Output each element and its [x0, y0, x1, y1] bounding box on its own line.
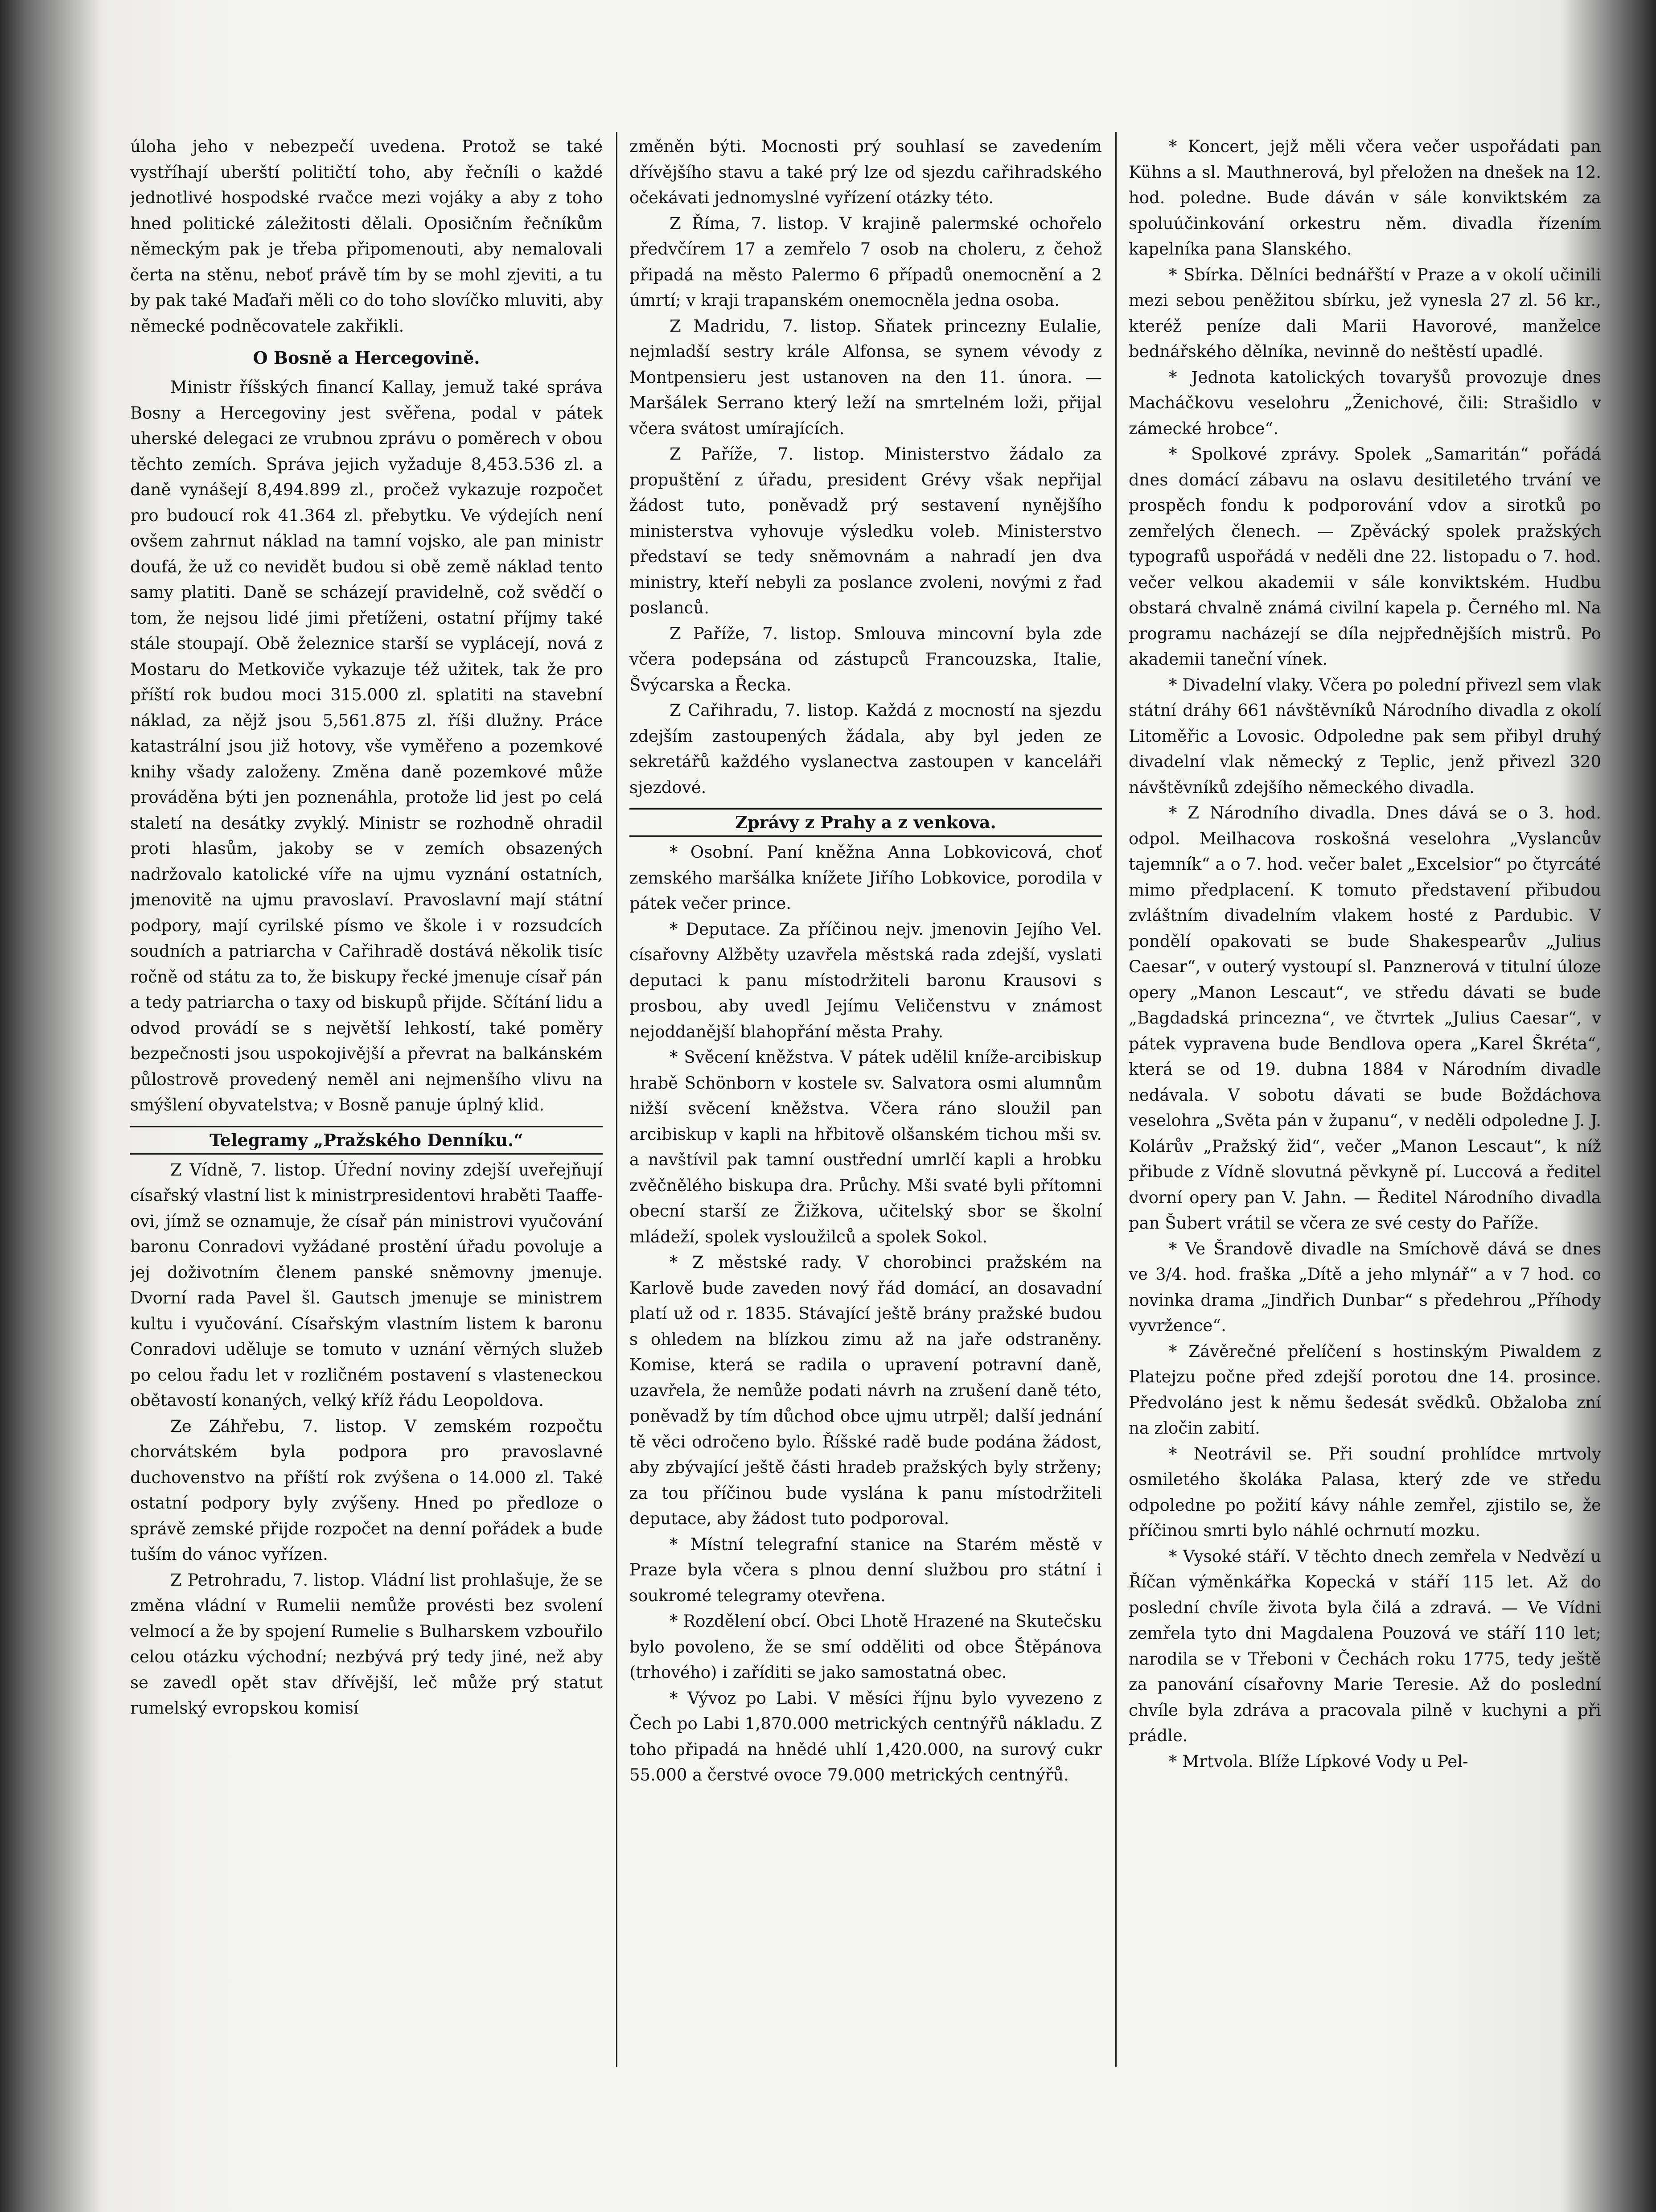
- column-rule-2: [1115, 132, 1117, 2067]
- col3-paragraph-2: * Sbírka. Dělníci bednářští v Praze a v okolí učinili mezi sebou peněžitou sbírku, jež vynesla 27 zl. 56 kr., kteréž peníze dali Marii Havorové, manželce bednářského dělníka, nevinně do neštěstí upadlé.: [1129, 265, 1601, 361]
- column-3: [1129, 134, 1601, 2077]
- col1-paragraph-1: úloha jeho v nebezpečí uvedena. Protož se také vystříhají uberští političtí toho, aby řečníli o každé jednotlivé hospodské rvačce mezi vojáky a aby z toho hned politické záležitosti dělali. Oposičním řečníkům německým pak je třeba připomenouti, aby nemalovali čerta na stěnu, neboť právě tím by se mohl zjeviti, a tu by pak také Maďaři měli co do toho slovíčko mluviti, aby německé podněcovatele zakřikli.: [130, 137, 603, 336]
- col2-paragraph-4: Z Paříže, 7. listop. Ministerstvo žádalo za propuštění z úřadu, president Grévy však nepřijal žádost tuto, poněvadž prý sestavení nynějšího ministerstva vyhovuje výsledku voleb. Ministerstvo představí se tedy sněmovnám a nahradí jen dva ministry, kteří nebyli za poslance zvoleni, novými z řad poslanců.: [629, 444, 1102, 617]
- col2-paragraph-2: Z Říma, 7. listop. V krajině palermské ochořelo předvčírem 17 a zemřelo 7 osob na choleru, z čehož připadá na město Palermo 6 případů onemocnění a 2 úmrtí; v kraji trapanském onemocněla jedna osoba.: [629, 214, 1102, 310]
- col3-paragraph-7: * Ve Šrandově divadle na Smíchově dává se dnes ve 3/4. hod. fraška „Dítě a jeho mlynář“ a v 7 hod. co novinka drama „Jindřich Dunbar“ s předehrou „Příhody vyvržence“.: [1129, 1239, 1601, 1335]
- column-2: [629, 134, 1102, 2077]
- section-heading-telegramy: Telegramy „Pražského Denníku.“: [130, 1126, 603, 1155]
- col3-paragraph-3: * Jednota katolických tovaryšů provozuje dnes Macháčkovu veselohru „Ženichové, čili: Strašidlo v zámecké hrobce“.: [1129, 367, 1601, 438]
- column-rule-1: [616, 132, 617, 2067]
- col2-paragraph-7: * Osobní. Paní kněžna Anna Lobkovicová, choť zemského maršálka knížete Jiřího Lobkovice, porodila v pátek večer prince.: [629, 843, 1102, 913]
- col3-paragraph-1: * Koncert, jejž měli včera večer uspořádati pan Kühns a sl. Mauthnerová, byl přeložen na dnešek na 12. hod. poledne. Bude dáván v sále konviktském za spoluúčinkování orkestru něm. divadla řízením kapelníka pana Slanského.: [1129, 137, 1601, 259]
- col3-paragraph-10: * Vysoké stáří. V těchto dnech zemřela v Nedvězí u Říčan výměnkářka Kopecká v stáří 115 let. Až do poslední chvíle života byla čilá a zdravá. — Ve Vídni zemřela tyto dni Magdalena Pouzová ve stáří 110 let; narodila se v Třeboni v Čechách roku 1775, tedy ještě za panování císařovny Marie Teresie. Až do poslední chvíle byla zdráva a pracovala pilně v kuchyni a při prádle.: [1129, 1546, 1601, 1745]
- col2-paragraph-13: * Vývoz po Labi. V měsíci říjnu bylo vyvezeno z Čech po Labi 1,870.000 metrických centnýřů nákladu. Z toho připadá na hnědé uhlí 1,420.000, na surový cukr 55.000 a čerstvé ovoce 79.000 metrických centnýřů.: [629, 1688, 1102, 1784]
- col2-paragraph-9: * Svěcení kněžstva. V pátek udělil kníže-arcibiskup hrabě Schönborn v kostele sv. Salvatora osmi alumnům nižší svěcení kněžstva. Včera ráno sloužil pan arcibiskup v kapli na hřbitově olšanském tichou mši sv. a navštívil pak tamní oustřední umrlčí kapli a hrobku zvěčnělého biskupa dra. Průchy. Mši svaté byli přítomni obecní starší ze Žižkova, učitelský sbor se školní mládeží, spolek vysloužilců a spolek Sokol.: [629, 1048, 1102, 1246]
- col3-paragraph-8: * Závěrečné přelíčení s hostinským Piwaldem z Platejzu počne před zdejší porotou dne 14. prosince. Předvoláno jest k němu šedesát svědků. Obžaloba zní na zločin zabití.: [1129, 1341, 1601, 1438]
- col2-paragraph-11: * Místní telegrafní stanice na Starém městě v Praze byla včera s plnou denní službou pro státní i soukromé telegramy otevřena.: [629, 1534, 1102, 1605]
- col3-paragraph-4: * Spolkové zprávy. Spolek „Samaritán“ pořádá dnes domácí zábavu na oslavu desitiletého trvání ve prospěch fondu k podporování vdov a sirotků po zemřelých členech. — Zpěvácký spolek pražských typografů uspořádá v neděli dne 22. listopadu o 7. hod. večer velkou akademii v sále konviktském. Hudbu obstará chvalně známá civilní kapela p. Černého ml. Na programu nacházejí se díla nejpřednějších mistrů. Po akademii taneční vínek.: [1129, 444, 1601, 669]
- section-heading-bosna: O Bosně a Hercegovině.: [253, 348, 480, 368]
- col1-paragraph-5: Z Petrohradu, 7. listop. Vládní list prohlašuje, že se změna vládní v Rumelii nemůže provésti bez svolení velmocí a že by spojení Rumelie s Bulharskem vzbouřilo celou otázku východní; nezbývá prý tedy jiné, než aby se zavedl opět stav dřívější, leč může prý statut rumelský evropskou komisí: [130, 1570, 603, 1718]
- column-1: [130, 134, 603, 2077]
- col1-paragraph-2: Ministr říšských financí Kallay, jemuž také správa Bosny a Hercegoviny jest svěřena, podal v pátek uherské delegaci ze vrubnou zprávu o poměrech v obou těchto zemích. Správa jejich vyžaduje 8,453.536 zl. a daně vynášejí 8,494.899 zl., pročež vykazuje rozpočet pro budoucí rok 41.364 zl. přebytku. Ve výdejích není ovšem zahrnut náklad na tamní vojsko, ale pan ministr doufá, že už co nevidět budou si obě země náklad tento samy platiti. Daně se scházejí pravidelně, což svědčí o tom, že nejsou lidé jimi přetíženi, ostatní příjmy také stále stoupají. Obě železnice starší se vyplácejí, nová z Mostaru do Metkoviče vykazuje též užitek, tak že pro příští rok budou moci 315.000 zl. splatiti na stavební náklad, za nějž jsou 5,561.875 zl. říši dlužny. Práce katastrální jsou již hotovy, vše vyměřeno a pozemkové knihy všady založeny. Změna daně pozemkové může prováděna býti jen poznenáhla, protože lid jest po celá staletí na desátky zvyklý. Ministr se rozhodně ohradil proti hlasům, jakoby se v zemích obsazených nadržovalo katolické víře na ujmu vyznání ostatních, jmenovitě na ujmu pravoslaví. Pravoslavní mají státní podpory, mají cyrilské písmo ve škole i v rozsudcích soudních a patriarcha v Cařihradě dostává několik tisíc ročně od státu za to, že biskupy řecké jmenuje císař pán a tedy patriarcha o taxy od biskupů přijde. Sčítání lidu a odvod provádí se s největší lehkostí, také poměry bezpečnosti jsou uspokojivější a převrat na balkánském půlostrově provedený neměl ani nejmenšího vlivu na smýšlení obyvatelstva; v Bosně panuje úplný klid.: [130, 378, 603, 1114]
- section-heading-zpravy: Zprávy z Prahy a z venkova.: [629, 808, 1102, 837]
- col3-paragraph-5: * Divadelní vlaky. Včera po polední přivezl sem vlak státní dráhy 661 návštěvníků Národního divadla z okolí Litoměřic a Lovosic. Odpoledne pak sem přibyl druhý divadelní vlak německý z Teplic, jenž přivezl 320 návštěvníků zdejšího německého divadla.: [1129, 675, 1601, 797]
- col2-paragraph-5: Z Paříže, 7. listop. Smlouva mincovní byla zde včera podepsána od zástupců Francouzska, Italie, Švýcarska a Řecka.: [629, 624, 1102, 695]
- col3-paragraph-6: * Z Národního divadla. Dnes dává se o 3. hod. odpol. Meilhacova roskošná veselohra „Vyslancův tajemník“ a o 7. hod. večer balet „Excelsior“ po čtyrcáté mimo předplacení. K tomuto představení přibudou zvláštním divadelním vlakem hosté z Pardubic. V pondělí opakovati se bude Shakespearův „Julius Caesar“, v outerý vystoupí sl. Panznerová v titulní úloze opery „Manon Lescaut“, ve středu dávati se bude „Bagdadská princezna“, ve čtvrtek „Julius Caesar“, v pátek vypravena bude Bendlova opera „Karel Škréta“, která se od 19. dubna 1884 v Národním divadle nedávala. V sobotu dávati se bude Boždáchova veselohra „Světa pán v županu“, v neděli odpoledne J. J. Kolárův „Pražský žid“, večer „Manon Lescaut“, k níž přibude z Vídně slovutná pěvkyně pí. Luccová a ředitel dvorní opery pan V. Jahn. — Ředitel Národního divadla pan Šubert vrátil se včera ze své cesty do Paříže.: [1129, 803, 1601, 1233]
- col2-paragraph-1: změněn býti. Mocnosti prý souhlasí se zavedením dřívějšího stavu a také prý lze od sjezdu cařihradského očekávati jednomyslné vyřízení otázky této.: [629, 137, 1102, 207]
- col1-paragraph-3: Z Vídně, 7. listop. Úřední noviny zdejší uveřejňují císařský vlastní list k ministrpresidentovi hraběti Taaffe-ovi, jímž se oznamuje, že císař pán ministrovi vyučování baronu Conradovi vyžádané prostění úřadu povoluje a jej doživotním členem panské sněmovny jmenuje. Dvorní rada Pavel šl. Gautsch jmenuje se ministrem kultu i vyučování. Císařským vlastním listem k baronu Conradovi uděluje se tomuto v uznání věrných služeb po celou řadu let v rozličném postavení s vlasteneckou obětavostí konaných, velký kříž řádu Leopoldova.: [130, 1160, 603, 1410]
- col3-paragraph-11: * Mrtvola. Blíže Lípkové Vody u Pel-: [1169, 1752, 1468, 1771]
- col1-paragraph-4: Ze Záhřebu, 7. listop. V zemském rozpočtu chorvátském byla podpora pro pravoslavné duchovenstvo na příští rok zvýšena o 14.000 zl. Také ostatní podpory byly zvýšeny. Hned po předloze o správě zemské přijde rozpočet na denní pořádek a bude tuším do vánoc vyřízen.: [130, 1416, 603, 1564]
- col3-paragraph-9: * Neotrávil se. Při soudní prohlídce mrtvoly osmiletého školáka Palasa, který zde ve středu odpoledne po požití kávy náhle zemřel, zjistilo se, že příčinou smrti bylo náhlé ochrnutí mozku.: [1129, 1444, 1601, 1540]
- col2-paragraph-8: * Deputace. Za příčinou nejv. jmenovin Jejího Vel. císařovny Alžběty uzavřela městská rada zdejší, vyslati deputaci k panu místodržiteli baronu Krausovi s prosbou, aby uvedl Jejímu Veličenstvu v známost nejoddanější blahopřání města Prahy.: [629, 919, 1102, 1041]
- col2-paragraph-6: Z Cařihradu, 7. listop. Každá z mocností na sjezdu zdejším zastoupených žádala, aby byl jeden ze sekretářů každého vyslanectva zastoupen v kanceláři sjezdové.: [629, 701, 1102, 797]
- col2-paragraph-12: * Rozdělení obcí. Obci Lhotě Hrazené na Skutečsku bylo povoleno, že se smí odděliti od obce Štěpánova (trhového) i zaříditi se jako samostatná obec.: [629, 1612, 1102, 1682]
- col2-paragraph-3: Z Madridu, 7. listop. Sňatek princezny Eulalie, nejmladší sestry krále Alfonsa, se synem vévody z Montpensieru jest ustanoven na den 11. února. — Maršálek Serrano který leží na smrtelném loži, přijal včera svátost umírajících.: [629, 316, 1102, 438]
- col2-paragraph-10: * Z městské rady. V chorobinci pražském na Karlově bude zaveden nový řád domácí, an dosavadní platí už od r. 1835. Stávající ještě brány pražské budou s ohledem na blízkou zimu až na jaře odstraněny. Komise, která se radila o upravení potravní daně, uzavřela, že nemůže podati návrh na zrušení daně této, poněvadž by tím důchod obce ujmu utrpěl; další jednání tě věci odročeno bylo. Říšské radě bude podána žádost, aby zbývající ještě části hradeb pražských byly strženy; za tou příčinou bude vyslána k panu místodržiteli deputace, aby žádost tuto podporoval.: [629, 1253, 1102, 1528]
